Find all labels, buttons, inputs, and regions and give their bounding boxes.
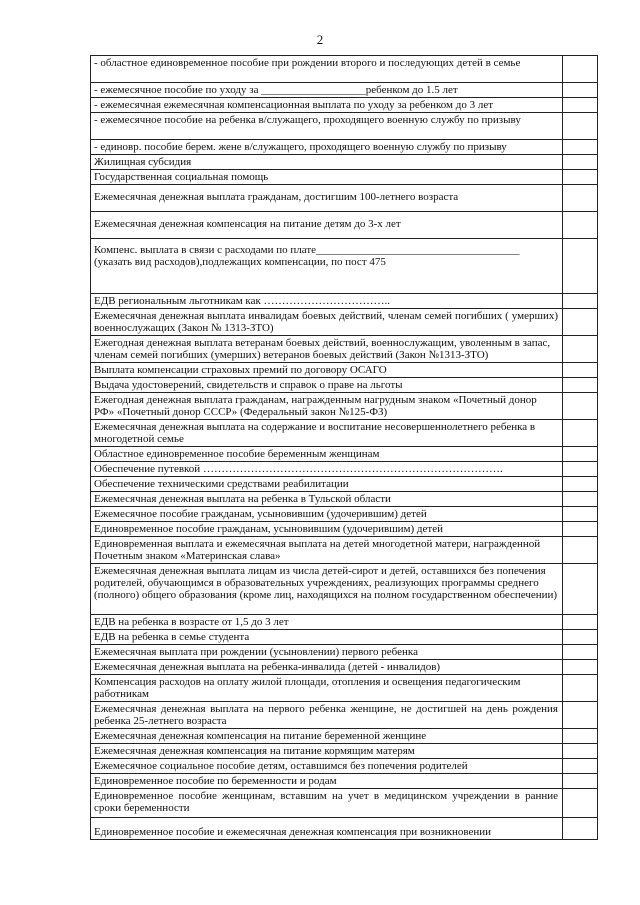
mark-cell[interactable]	[563, 522, 598, 537]
mark-cell[interactable]	[563, 789, 598, 818]
benefit-name: Государственная социальная помощь	[91, 170, 563, 185]
benefits-table	[90, 55, 598, 840]
benefit-name: Ежемесячная денежная компенсация на питание кормящим матерям	[91, 744, 563, 759]
benefit-name: Ежемесячная денежная компенсация на питание детям до 3-х лет	[91, 212, 563, 239]
benefit-name: Обеспечение путевкой ……………………………………………………………………….	[91, 462, 563, 477]
mark-cell[interactable]	[563, 447, 598, 462]
table-row	[91, 759, 598, 774]
benefit-name: Единовременное пособие по беременности и родам	[91, 774, 563, 789]
table-row	[91, 774, 598, 789]
mark-cell[interactable]	[563, 564, 598, 615]
table-row	[91, 615, 598, 630]
mark-cell[interactable]	[563, 140, 598, 155]
table-row	[91, 83, 598, 98]
mark-cell[interactable]	[563, 239, 598, 294]
mark-cell[interactable]	[563, 170, 598, 185]
benefit-name: Единовременное пособие женщинам, вставшим на учет в медицинском учреждении в ранние сроки беременности	[91, 789, 563, 818]
table-row	[91, 140, 598, 155]
mark-cell[interactable]	[563, 818, 598, 840]
benefit-name: ЕДВ на ребенка в семье студента	[91, 630, 563, 645]
benefit-name: Выплата компенсации страховых премий по договору ОСАГО	[91, 363, 563, 378]
mark-cell[interactable]	[563, 420, 598, 447]
table-row	[91, 462, 598, 477]
table-row	[91, 98, 598, 113]
table-row	[91, 744, 598, 759]
table-row	[91, 522, 598, 537]
mark-cell[interactable]	[563, 363, 598, 378]
table-row	[91, 630, 598, 645]
table-row	[91, 185, 598, 212]
mark-cell[interactable]	[563, 56, 598, 83]
benefit-name: Обеспечение техническими средствами реабилитации	[91, 477, 563, 492]
mark-cell[interactable]	[563, 759, 598, 774]
page-number: 2	[316, 32, 324, 47]
benefit-name: Ежемесячная денежная выплата гражданам, достигшим 100-летнего возраста	[91, 185, 563, 212]
mark-cell[interactable]	[563, 507, 598, 522]
benefit-name: Жилищная субсидия	[91, 155, 563, 170]
mark-cell[interactable]	[563, 615, 598, 630]
benefit-name: Ежемесячная денежная выплата на ребенка-инвалида (детей - инвалидов)	[91, 660, 563, 675]
benefit-name: ЕДВ на ребенка в возрасте от 1,5 до 3 лет	[91, 615, 563, 630]
benefit-name: Ежегодная денежная выплата ветеранам боевых действий, военнослужащим, уволенным в запас, членам семей погибших (умерших) ветеранов боевых действий (Закон №1313-ЗТО)	[91, 336, 563, 363]
benefit-name: Ежемесячная выплата при рождении (усыновлении) первого ребенка	[91, 645, 563, 660]
mark-cell[interactable]	[563, 660, 598, 675]
mark-cell[interactable]	[563, 462, 598, 477]
benefit-name: Единовременное пособие гражданам, усыновившим (удочерившим) детей	[91, 522, 563, 537]
table-row	[91, 294, 598, 309]
benefit-name: - ежемесячное пособие на ребенка в/служащего, проходящего военную службу по призыву	[91, 113, 563, 140]
table-row	[91, 675, 598, 702]
table-row	[91, 56, 598, 83]
mark-cell[interactable]	[563, 336, 598, 363]
table-row	[91, 507, 598, 522]
table-row	[91, 155, 598, 170]
benefit-name: - единовр. пособие берем. жене в/служащего, проходящего военную службу по призыву	[91, 140, 563, 155]
benefit-name: Выдача удостоверений, свидетельств и справок о праве на льготы	[91, 378, 563, 393]
mark-cell[interactable]	[563, 155, 598, 170]
mark-cell[interactable]	[563, 492, 598, 507]
benefit-name: Ежемесячное социальное пособие детям, оставшимся без попечения родителей	[91, 759, 563, 774]
mark-cell[interactable]	[563, 185, 598, 212]
benefit-name: Компенс. выплата в связи с расходами по плате_____________________________________ (указать вид расходов),подлежащих компенсации, по пост 475	[91, 239, 563, 294]
table-row	[91, 309, 598, 336]
table-row	[91, 789, 598, 818]
mark-cell[interactable]	[563, 294, 598, 309]
table-row	[91, 645, 598, 660]
table-row	[91, 393, 598, 420]
table-row	[91, 212, 598, 239]
benefit-name: Ежемесячная денежная выплата на первого ребенка женщине, не достигшей на день рождения ребенка 25-летнего возраста	[91, 702, 563, 729]
benefit-name: Компенсация расходов на оплату жилой площади, отопления и освещения педагогическим работникам	[91, 675, 563, 702]
table-row	[91, 420, 598, 447]
benefit-name: Единовременная выплата и ежемесячная выплата на детей многодетной матери, награжденной Почетным знаком «Материнская слава»	[91, 537, 563, 564]
benefit-name: - ежемесячная ежемесячная компенсационная выплата по уходу за ребенком до 3 лет	[91, 98, 563, 113]
benefit-name: Ежегодная денежная выплата гражданам, награжденным нагрудным знаком «Почетный донор РФ» «Почетный донор СССР» (Федеральный закон №125-ФЗ)	[91, 393, 563, 420]
table-row	[91, 702, 598, 729]
mark-cell[interactable]	[563, 393, 598, 420]
table-row	[91, 492, 598, 507]
mark-cell[interactable]	[563, 675, 598, 702]
benefit-name: Ежемесячная денежная выплата на содержание и воспитание несовершеннолетнего ребенка в многодетной семье	[91, 420, 563, 447]
mark-cell[interactable]	[563, 113, 598, 140]
benefit-name: ЕДВ региональным льготникам как ……………………………..	[91, 294, 563, 309]
benefit-name: Ежемесячная денежная выплата лицам из числа детей-сирот и детей, оставшихся без попечения родителей, обучающимся в образовательных учреждениях, реализующих программы среднего (полного) общего образования (кроме лиц, находящихся на полном государственном обеспечении)	[91, 564, 563, 615]
table-row	[91, 170, 598, 185]
table-row	[91, 564, 598, 615]
table-row	[91, 729, 598, 744]
benefit-name: Областное единовременное пособие беременным женщинам	[91, 447, 563, 462]
benefit-name: Ежемесячное пособие гражданам, усыновившим (удочерившим) детей	[91, 507, 563, 522]
mark-cell[interactable]	[563, 630, 598, 645]
mark-cell[interactable]	[563, 309, 598, 336]
mark-cell[interactable]	[563, 83, 598, 98]
benefit-name: Ежемесячная денежная компенсация на питание беременной женщине	[91, 729, 563, 744]
benefit-name: Ежемесячная денежная выплата инвалидам боевых действий, членам семей погибших ( умерших) военнослужащих (Закон № 1313-ЗТО)	[91, 309, 563, 336]
page-bottom-margin	[0, 842, 640, 905]
table-row	[91, 239, 598, 294]
mark-cell[interactable]	[563, 477, 598, 492]
mark-cell[interactable]	[563, 212, 598, 239]
mark-cell[interactable]	[563, 702, 598, 729]
table-row	[91, 660, 598, 675]
mark-cell[interactable]	[563, 744, 598, 759]
table-row	[91, 113, 598, 140]
table-row	[91, 447, 598, 462]
table-row	[91, 537, 598, 564]
mark-cell[interactable]	[563, 774, 598, 789]
table-row	[91, 477, 598, 492]
mark-cell[interactable]	[563, 537, 598, 564]
benefit-name: - ежемесячное пособие по уходу за ___________________ребенком до 1.5 лет	[91, 83, 563, 98]
table-row	[91, 336, 598, 363]
mark-cell[interactable]	[563, 378, 598, 393]
mark-cell[interactable]	[563, 645, 598, 660]
table-row	[91, 818, 598, 840]
benefit-name: Ежемесячная денежная выплата на ребенка в Тульской области	[91, 492, 563, 507]
benefit-name: Единовременное пособие и ежемесячная денежная компенсация при возникновении	[91, 818, 563, 840]
mark-cell[interactable]	[563, 729, 598, 744]
benefit-name: - областное единовременное пособие при рождении второго и последующих детей в семье	[91, 56, 563, 83]
mark-cell[interactable]	[563, 98, 598, 113]
table-row	[91, 378, 598, 393]
table-row	[91, 363, 598, 378]
